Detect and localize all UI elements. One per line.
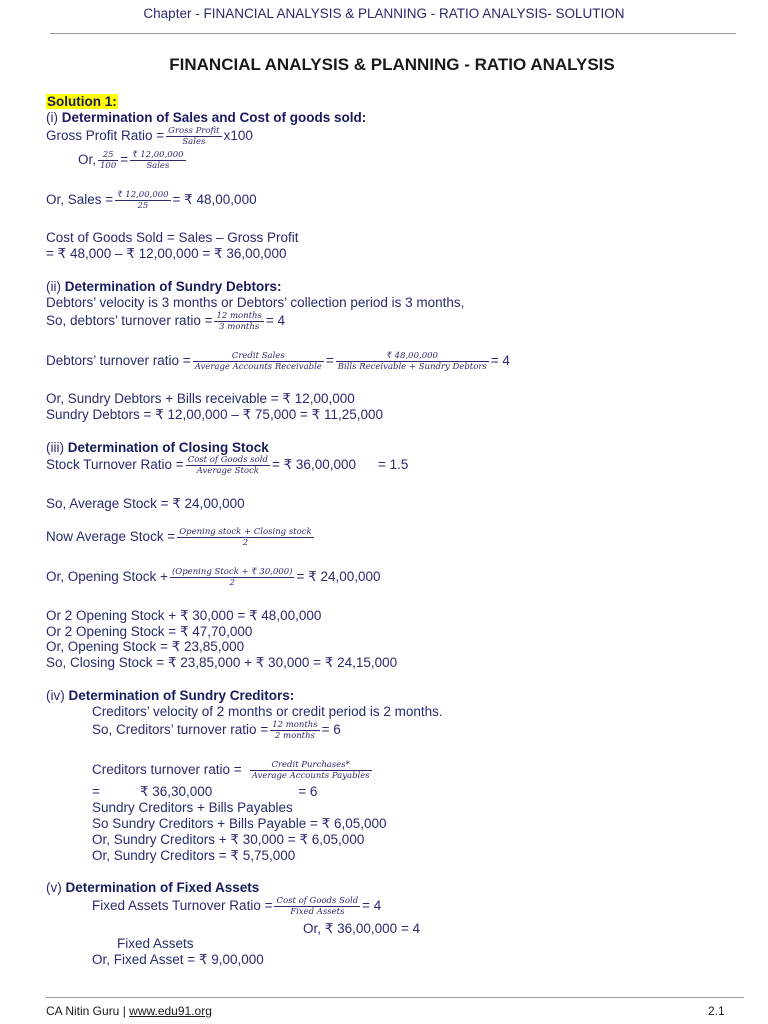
stock-line-6: Or 2 Opening Stock = ₹ 47,70,000 (46, 624, 253, 639)
section-heading-fixed-assets: (v) Determination of Fixed Assets (46, 880, 260, 895)
fixed-assets-turnover-ratio: Fixed Assets Turnover Ratio = $\frac{\text{Cost of Goods Sold}}{\text{Fixed Assets}}$ = 4 (92, 896, 382, 917)
fixed-assets-line-2: Or, ₹ 36,00,000 = 4 (303, 921, 421, 936)
footer-credit: CA Nitin Guru | www.edu91.org (46, 1004, 212, 1018)
section-heading-debtors: (ii) Determination of Sundry Debtors: (46, 279, 282, 294)
debtors-line-5: Sundry Debtors = ₹ 12,00,000 – ₹ 75,000 = ₹ 11,25,000 (46, 407, 383, 422)
creditors-turnover-ratio: So, Creditors’ turnover ratio = $\frac{\text{12 months}}{\text{2 months}}$ = 6 (92, 720, 341, 741)
page-title: FINANCIAL ANALYSIS & PLANNING - RATIO ANALYSIS (169, 55, 615, 74)
creditors-line-7: Or, Sundry Creditors + ₹ 30,000 = ₹ 6,05,000 (92, 832, 365, 847)
cogs-line-1: Cost of Goods Sold = Sales – Gross Profit (46, 230, 299, 245)
header-divider (50, 33, 736, 34)
debtors-turnover-formula: Debtors’ turnover ratio = $\frac{\text{Credit Sales}}{\text{Average Accounts Receivable}}$ = $\frac{₹ 48,00,000}{\text{Bills Receivable + Sundry Debtors}}$ = 4 (46, 351, 510, 372)
section-heading-sales: (i) Determination of Sales and Cost of goods sold: (46, 110, 367, 125)
stock-line-8: So, Closing Stock = ₹ 23,85,000 + ₹ 30,000 = ₹ 24,15,000 (46, 655, 398, 670)
fixed-assets-line-3: Fixed Assets (117, 936, 194, 951)
fixed-assets-result: Or, Fixed Asset = ₹ 9,00,000 (92, 952, 264, 967)
creditors-line-4: = ₹ 36,30,000 = 6 (92, 784, 318, 799)
debtors-line-4: Or, Sundry Debtors + Bills receivable = ₹ 12,00,000 (46, 391, 355, 406)
website-link[interactable]: www.edu91.org (129, 1004, 212, 1018)
chapter-header: Chapter - FINANCIAL ANALYSIS & PLANNING - RATIO ANALYSIS- SOLUTION (143, 6, 625, 21)
opening-stock-equation: Or, Opening Stock + $\frac{\text{(Opening Stock + ₹ 30,000)}}{2}$ = ₹ 24,00,000 (46, 567, 381, 588)
creditors-line-6: So Sundry Creditors + Bills Payable = ₹ 6,05,000 (92, 816, 387, 831)
debtors-turnover-ratio: So, debtors’ turnover ratio = $\frac{\text{12 months}}{\text{3 months}}$ = 4 (46, 311, 286, 332)
sales-calculation: Or, Sales = $\frac{₹ 12,00,000}{25}$ = ₹ 48,00,000 (46, 190, 257, 211)
creditors-line-1: Creditors’ velocity of 2 months or credit period is 2 months. (92, 704, 443, 719)
section-heading-stock: (iii) Determination of Closing Stock (46, 440, 269, 455)
gross-profit-substitution: Or, $\frac{25}{100}$ = $\frac{₹ 12,00,000}{\text{Sales}}$ (78, 150, 184, 171)
debtors-line-1: Debtors’ velocity is 3 months or Debtors’ collection period is 3 months, (46, 295, 465, 310)
solution-label: Solution 1: (47, 94, 117, 109)
creditors-turnover-formula: Creditors turnover ratio = $\frac{\text{Credit Purchases*}}{\text{Average Accounts Payables}}$ (92, 760, 370, 781)
creditors-line-8: Or, Sundry Creditors = ₹ 5,75,000 (92, 848, 296, 863)
gross-profit-ratio-formula: Gross Profit Ratio = $\frac{\text{Gross Profit}}{\text{Sales}}$ x100 (46, 126, 253, 147)
cogs-line-2: = ₹ 48,000 – ₹ 12,00,000 = ₹ 36,00,000 (46, 246, 287, 261)
stock-line-5: Or 2 Opening Stock + ₹ 30,000 = ₹ 48,00,000 (46, 608, 322, 623)
creditors-line-5: Sundry Creditors + Bills Payables (92, 800, 293, 815)
average-stock: So, Average Stock = ₹ 24,00,000 (46, 496, 245, 511)
page-number: 2.1 (708, 1004, 725, 1018)
footer-divider (46, 997, 744, 998)
average-stock-formula: Now Average Stock = $\frac{\text{Opening stock + Closing stock}}{2}$ (46, 527, 312, 548)
stock-line-7: Or, Opening Stock = ₹ 23,85,000 (46, 639, 245, 654)
stock-turnover-ratio: Stock Turnover Ratio = $\frac{\text{Cost of Goods sold}}{\text{Average Stock}}$ = ₹ 36,00,000 = 1.5 (46, 455, 409, 476)
section-heading-creditors: (iv) Determination of Sundry Creditors: (46, 688, 295, 703)
